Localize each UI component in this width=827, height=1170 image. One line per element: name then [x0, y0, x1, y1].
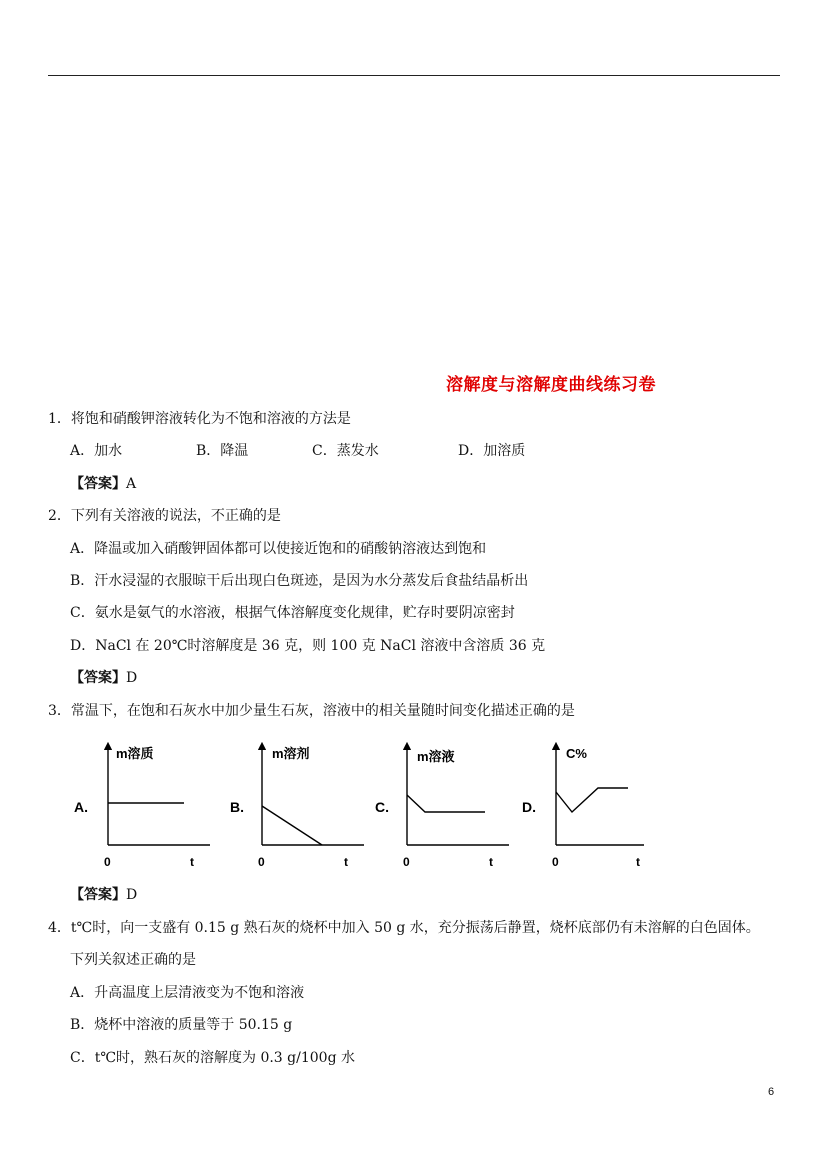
- option-label: B.: [230, 799, 244, 815]
- curve: [407, 795, 485, 812]
- curve: [262, 806, 322, 845]
- question-1-stem: 1．将饱和硝酸钾溶液转化为不饱和溶液的方法是: [48, 411, 351, 427]
- question-1-options: [70, 442, 525, 460]
- page-title: 溶解度与溶解度曲线练习卷: [446, 375, 656, 395]
- answer-label: 【答案】: [70, 887, 126, 903]
- y-label: m溶液: [417, 749, 455, 764]
- page-number: 6: [768, 1086, 775, 1098]
- x-label: t: [344, 855, 348, 869]
- question-4-stem: 4．t℃时，向一支盛有 0.15 g 熟石灰的烧杯中加入 50 g 水，充分振荡后静置，烧杯底部仍有未溶解的白色固体。: [48, 920, 760, 936]
- graph-b: [228, 740, 368, 870]
- y-label: m溶质: [116, 746, 154, 761]
- x-label: t: [489, 855, 493, 869]
- q1-option-c: C．蒸发水: [312, 443, 379, 459]
- graph-c: [373, 740, 513, 870]
- q4-option-a: A．升高温度上层清液变为不饱和溶液: [70, 985, 305, 1001]
- question-3-answer: [70, 886, 137, 904]
- answer-label: 【答案】: [70, 476, 126, 492]
- q1-option-b: B．降温: [196, 443, 249, 459]
- q2-option-c: C．氨水是氨气的水溶液，根据气体溶解度变化规律，贮存时要阴凉密封: [70, 605, 515, 621]
- option-label: D.: [522, 799, 536, 815]
- q1-option-d: D．加溶质: [458, 443, 526, 459]
- y-label: C%: [566, 746, 587, 761]
- q2-option-d: D．NaCl 在 20℃时溶解度是 36 克，则 100 克 NaCl 溶液中含溶质 36 克: [70, 638, 546, 654]
- header-rule: [48, 75, 780, 76]
- answer-value: A: [126, 476, 137, 492]
- q1-option-a: A．加水: [70, 443, 123, 459]
- question-4-stem-continued: 下列关叙述正确的是: [70, 952, 196, 968]
- origin-label: 0: [403, 855, 410, 869]
- origin-label: 0: [258, 855, 265, 869]
- answer-value: D: [126, 887, 138, 903]
- q2-option-a: A．降温或加入硝酸钾固体都可以使接近饱和的硝酸钠溶液达到饱和: [70, 541, 487, 557]
- question-3-stem: 3．常温下，在饱和石灰水中加少量生石灰，溶液中的相关量随时间变化描述正确的是: [48, 703, 575, 719]
- option-label: C.: [375, 799, 389, 815]
- question-2-answer: [70, 669, 137, 687]
- q4-option-b: B．烧杯中溶液的质量等于 50.15 g: [70, 1017, 293, 1033]
- option-label: A.: [74, 799, 88, 815]
- graph-a: [72, 740, 212, 870]
- origin-label: 0: [552, 855, 559, 869]
- q4-option-c: C．t℃时，熟石灰的溶解度为 0.3 g/100g 水: [70, 1050, 355, 1066]
- y-label: m溶剂: [272, 746, 310, 761]
- question-2-stem: 2．下列有关溶液的说法，不正确的是: [48, 508, 281, 524]
- q2-option-b: B．汗水浸湿的衣服晾干后出现白色斑迹，是因为水分蒸发后食盐结晶析出: [70, 573, 529, 589]
- x-label: t: [636, 855, 640, 869]
- answer-label: 【答案】: [70, 670, 126, 686]
- question-1-answer: [70, 475, 136, 493]
- graph-d: [520, 740, 660, 870]
- origin-label: 0: [104, 855, 111, 869]
- curve: [556, 788, 628, 812]
- answer-value: D: [126, 670, 138, 686]
- x-label: t: [190, 855, 194, 869]
